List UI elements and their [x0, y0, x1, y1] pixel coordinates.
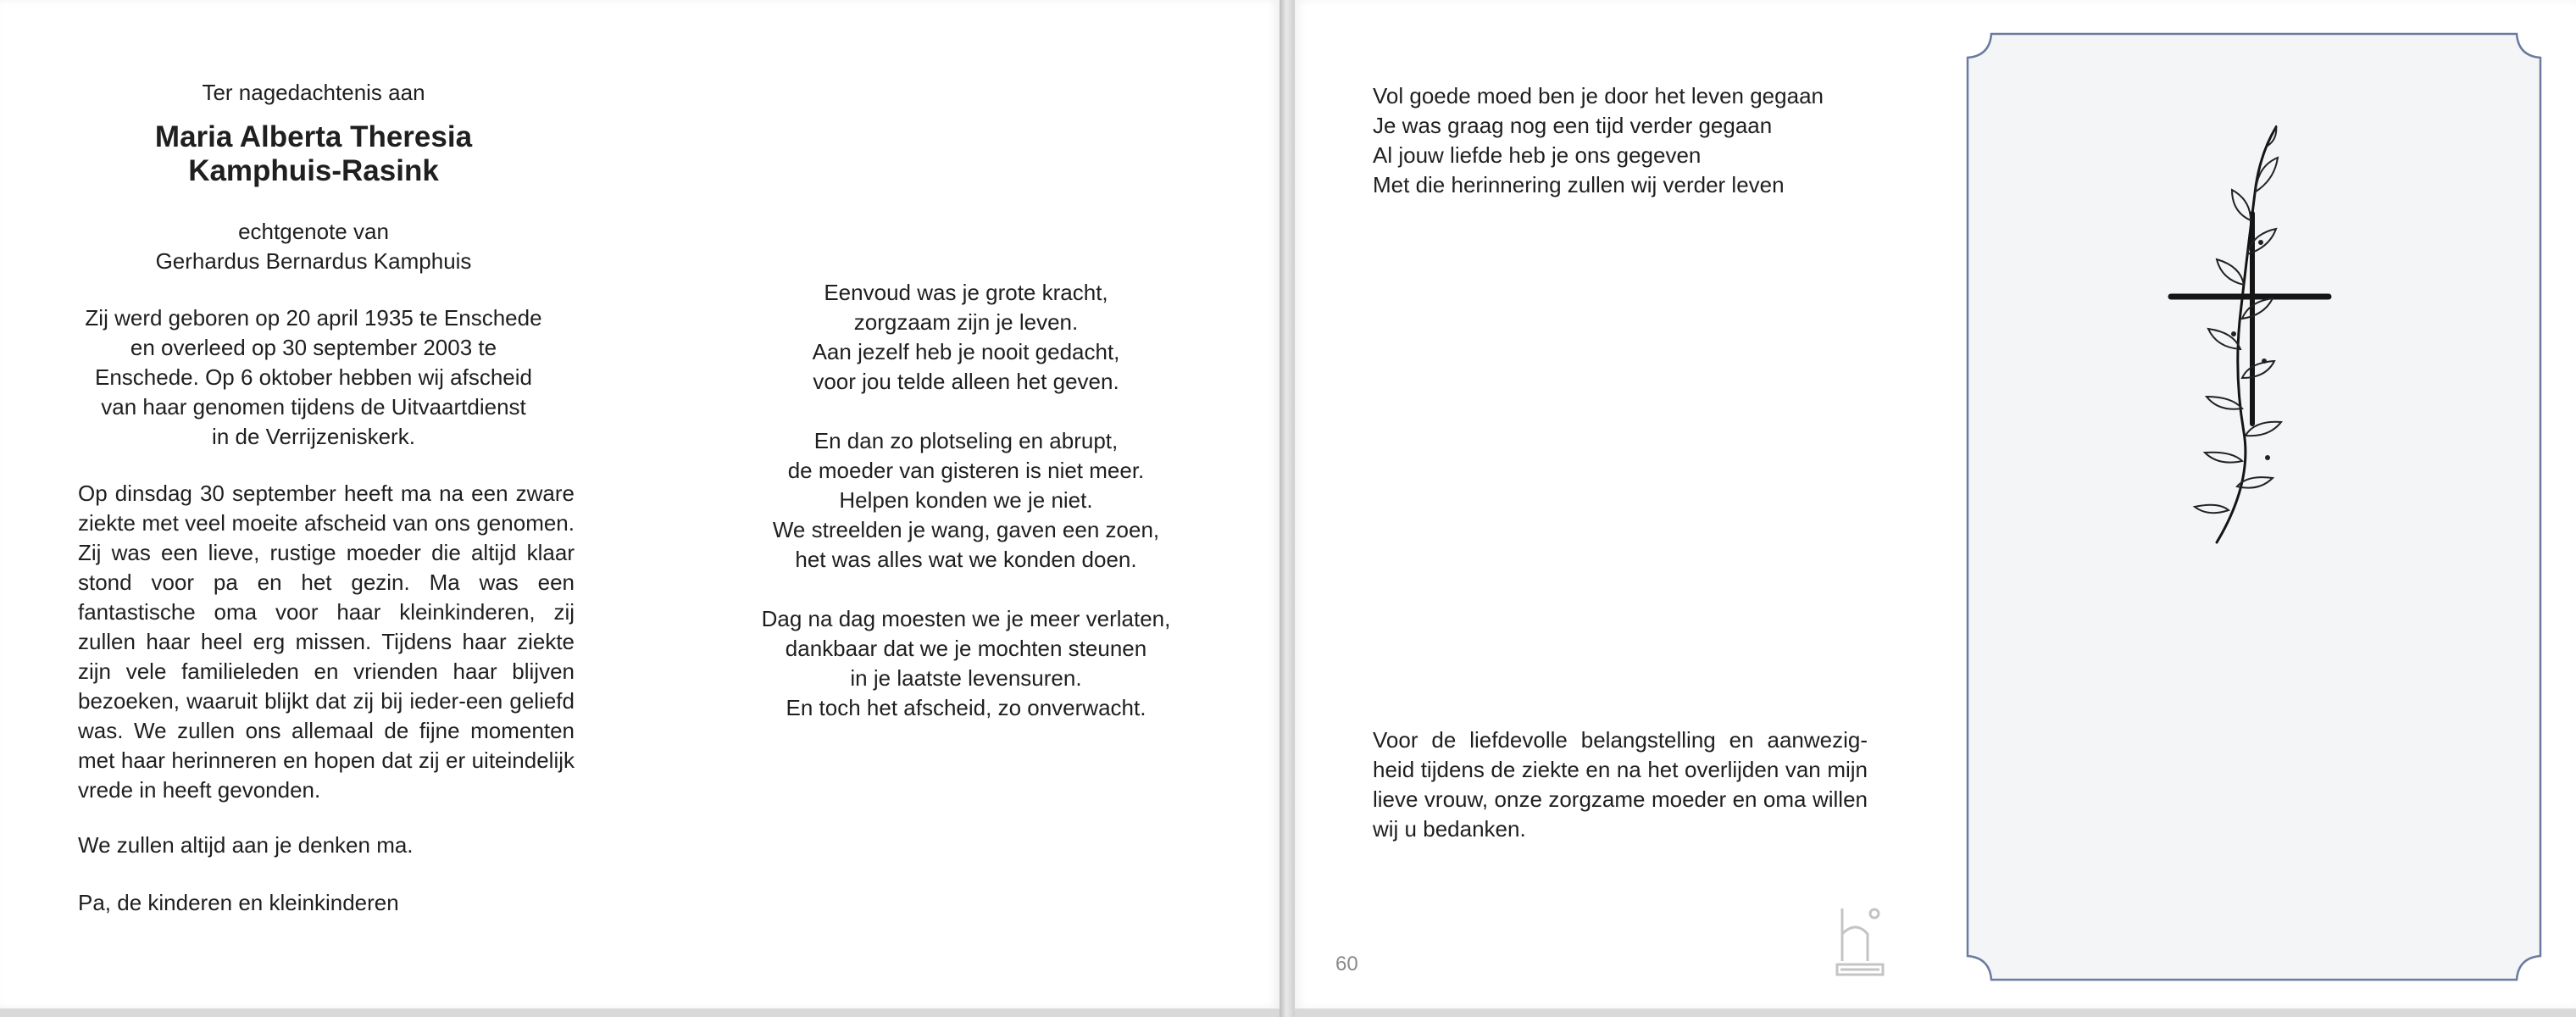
poem-line: En toch het afscheid, zo onverwacht. — [786, 695, 1146, 720]
intro-text: Ter nagedachtenis aan — [202, 80, 425, 105]
poem-stanza — [729, 604, 1203, 723]
poem-line: voor jou telde alleen het geven. — [813, 369, 1119, 394]
birth-death-line: en overleed op 30 september 2003 te — [130, 335, 497, 360]
verse-block — [1373, 81, 1898, 200]
poem-line: zorgzaam zijn je leven. — [853, 309, 1079, 335]
left-page — [0, 0, 1280, 1009]
poem-line: En dan zo plotseling en abrupt, — [813, 428, 1119, 453]
life-story-paragraph: Op dinsdag 30 september heeft ma na een zware ziekte met veel moeite afscheid van ons genomen. Zij was een lieve, rustige moeder die altijd klaar stond voor pa en het gezin. Ma was een fantastische oma voor haar kleinkinderen, zij zullen haar heel erg missen. Tijdens haar ziekte zijn vele familieleden en vrienden haar blijven bezoeken, waaruit blijkt dat zij bij ieder-een geliefd was. We zullen ons allemaal de fijne momenten met haar herinneren en hopen dat zij er uiteindelijk vrede in heeft gevonden. — [78, 481, 575, 803]
name-line: Maria Alberta Theresia — [154, 120, 473, 153]
cross-with-palm-branch-icon — [2159, 119, 2346, 559]
poem-line: Aan jezelf heb je nooit gedacht, — [812, 339, 1120, 364]
signoff-line: Pa, de kinderen en kleinkinderen — [78, 890, 399, 915]
birth-death-line: Enschede. Op 6 oktober hebben wij afscheid — [94, 364, 532, 390]
birth-death-paragraph — [76, 303, 551, 452]
poem-line: Helpen konden we je niet. — [839, 487, 1093, 513]
birth-death-line: in de Verrijzeniskerk. — [212, 424, 415, 449]
spouse-block — [76, 217, 551, 276]
birth-death-line: van haar genomen tijdens de Uitvaartdienst — [101, 394, 526, 420]
verse-line: Vol goede moed ben je door het leven gegaan — [1373, 83, 1824, 108]
memorial-poem — [729, 278, 1203, 753]
poem-line: in je laatste levensuren. — [850, 665, 1082, 691]
deceased-name — [76, 120, 551, 188]
poem-line: Dag na dag moesten we je meer verlaten, — [761, 606, 1171, 631]
thank-you-paragraph: Voor de liefdevolle belangstelling en aanwezig-heid tijdens de ziekte en na het overlijden van mijn lieve vrouw, onze zorgzame moeder en oma willen wij u bedanken. — [1373, 727, 1868, 842]
birth-death-line: Zij werd geboren op 20 april 1935 te Enschede — [85, 305, 542, 331]
verse-line: Met die herinnering zullen wij verder leven — [1373, 172, 1785, 197]
poem-line: We streelden je wang, gaven een zoen, — [772, 517, 1160, 542]
name-line: Kamphuis-Rasink — [188, 154, 439, 187]
poem-line: Eenvoud was je grote kracht, — [824, 280, 1108, 305]
poem-line: de moeder van gisteren is niet meer. — [787, 458, 1145, 483]
page-number: 60 — [1335, 953, 1358, 975]
closing-line: We zullen altijd aan je denken ma. — [78, 832, 414, 858]
verse-line: Je was graag nog een tijd verder gegaan — [1373, 113, 1773, 138]
verse-line: Al jouw liefde heb je ons gegeven — [1373, 142, 1702, 168]
poem-line: dankbaar dat we je mochten steunen — [785, 636, 1147, 661]
spouse-intro: echtgenote van — [238, 219, 389, 244]
printer-logo-icon — [1830, 902, 1890, 978]
poem-stanza — [729, 278, 1203, 397]
spouse-name: Gerhardus Bernardus Kamphuis — [155, 248, 472, 274]
card-fold — [1280, 0, 1295, 1017]
poem-line: het was alles wat we konden doen. — [795, 547, 1137, 572]
poem-stanza — [729, 426, 1203, 575]
